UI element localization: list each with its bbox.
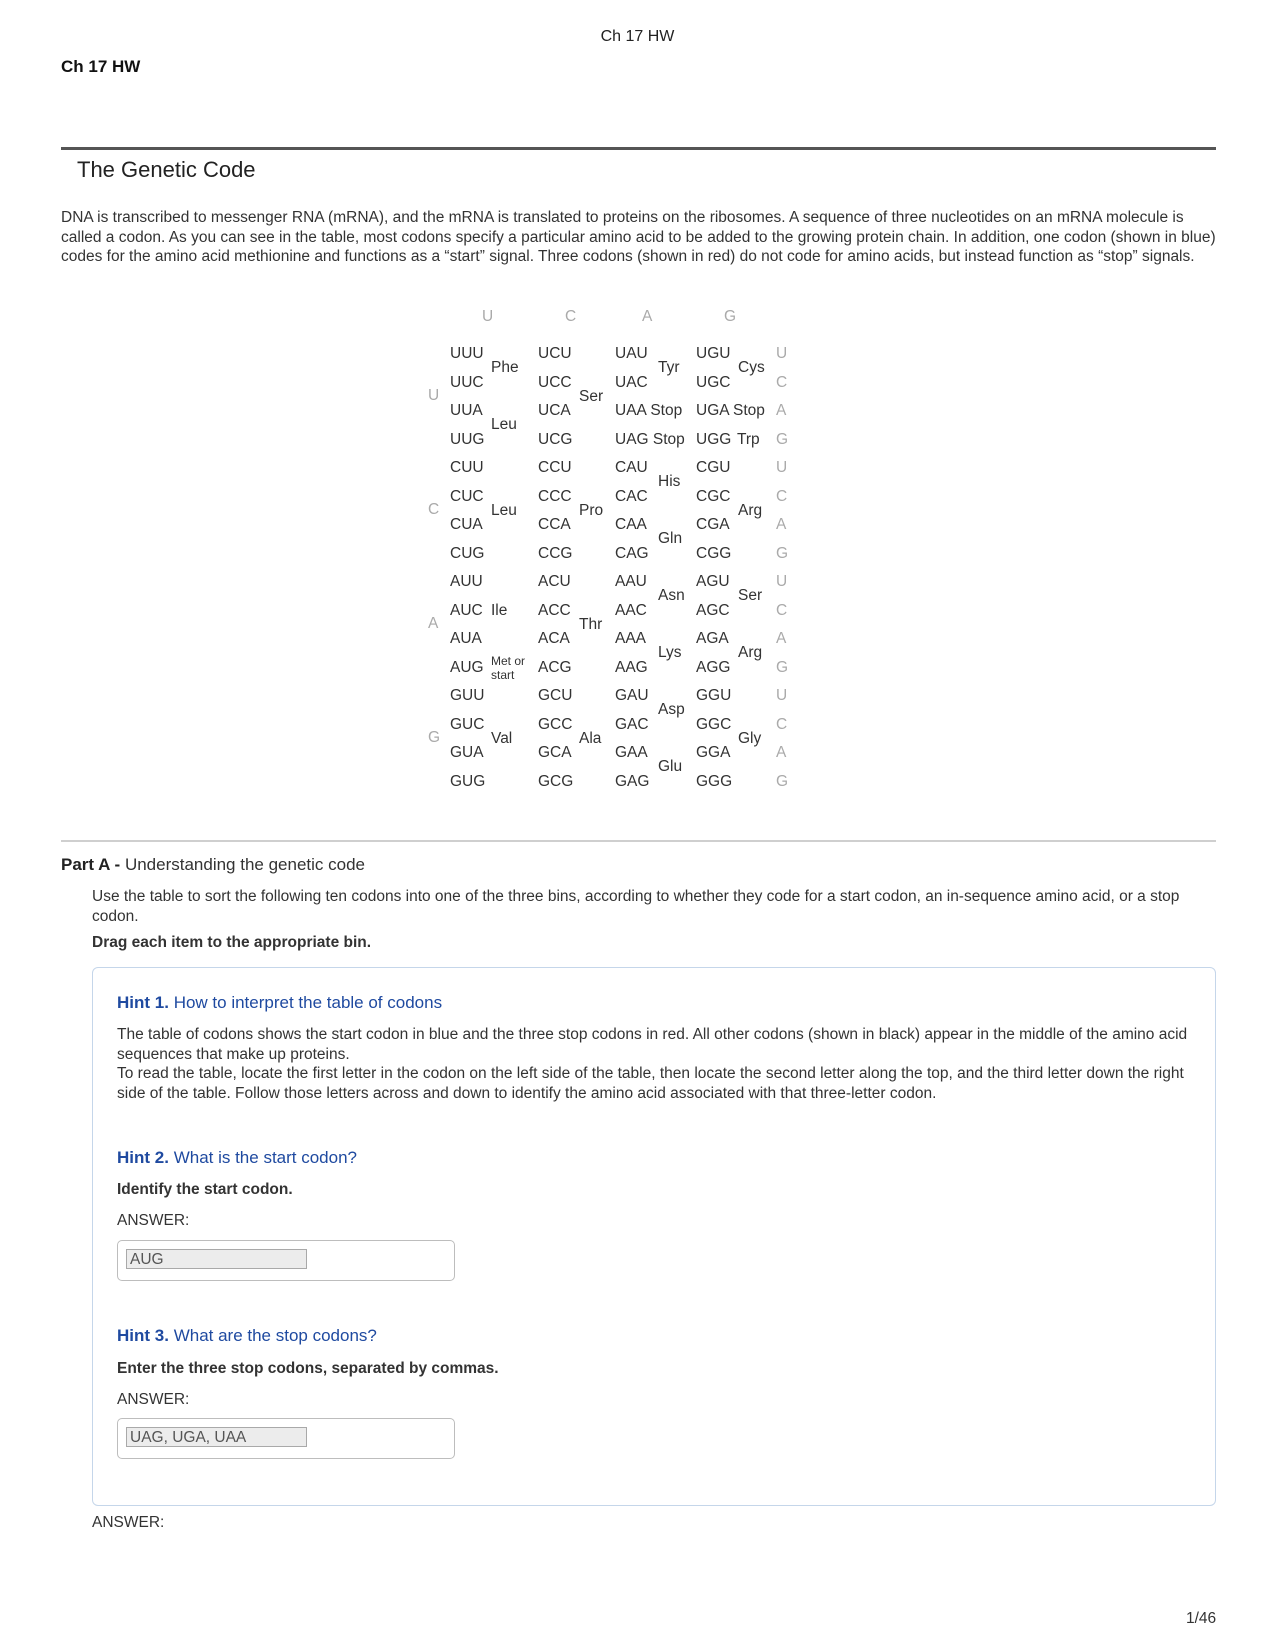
codon-cell: CCU [538, 459, 572, 476]
codon-cell: GAU [615, 687, 649, 704]
codon-cell: CGA [696, 516, 730, 533]
amino-acid-label: Gln [658, 530, 683, 548]
amino-acid-label: Phe [491, 359, 519, 377]
codon-cell: ACA [538, 630, 570, 647]
codon-cell: AUU [450, 573, 483, 590]
codon-cell: CCG [538, 544, 573, 562]
amino-acid-label: Pro [579, 501, 604, 519]
amino-acid-label: Trp [737, 430, 760, 448]
third-letter-label: G [776, 658, 789, 676]
codon-cell: UCG [538, 430, 573, 448]
codon-cell: GUC [450, 715, 485, 733]
second-letter-header: U [482, 308, 494, 325]
codon-cell: AAG [615, 658, 648, 676]
codon-cell: UUU [450, 345, 484, 362]
first-letter-label: C [428, 501, 440, 518]
codon-cell: UCA [538, 402, 571, 419]
codon-cell: GGC [696, 715, 732, 733]
codon-cell: CGC [696, 487, 731, 505]
third-letter-label: U [776, 687, 788, 704]
codon-cell: UGC [696, 373, 731, 391]
codon-cell: AAC [615, 601, 647, 619]
third-letter-label: U [776, 345, 788, 362]
part-a-title [61, 855, 365, 875]
running-header: Ch 17 HW [600, 28, 675, 45]
third-letter-label: C [776, 373, 788, 391]
amino-acid-label: Asp [658, 701, 685, 719]
amino-acid-label: Val [491, 729, 513, 747]
amino-acid-label: Glu [658, 758, 683, 776]
amino-acid-label: Leu [491, 416, 517, 434]
third-letter-label: A [776, 744, 787, 761]
codon-cell: GCU [538, 687, 573, 704]
third-letter-label: A [776, 516, 787, 533]
third-letter-label: A [776, 402, 787, 419]
codon-cell: AGA [696, 630, 729, 647]
hint-2-answer-box [117, 1240, 455, 1281]
amino-acid-label: His [658, 473, 681, 491]
third-letter-label: G [776, 544, 789, 562]
codon-cell: AGU [696, 573, 730, 590]
second-letter-header: A [642, 308, 653, 325]
second-letter-header: C [565, 308, 577, 325]
codon-cell: AUC [450, 601, 483, 619]
drag-instruction: Drag each item to the appropriate bin. [92, 934, 372, 951]
codon-cell: CUC [450, 487, 484, 505]
codon-cell: CUU [450, 459, 484, 476]
codon-cell: GCC [538, 715, 573, 733]
codon-cell: AAU [615, 573, 647, 590]
codon-cell: AUG [450, 658, 484, 676]
start-codon-answer-field[interactable]: AUG [126, 1249, 307, 1269]
codon-cell: CAA [615, 516, 647, 533]
codon-cell: GCG [538, 772, 574, 790]
second-letter-header: G [724, 308, 737, 325]
codon-cell: UAA Stop [615, 402, 683, 419]
page-number: 1/46 [1186, 1610, 1217, 1627]
third-letter-label: U [776, 459, 788, 476]
amino-acid-label: Cys [738, 359, 765, 377]
codon-cell: UAC [615, 373, 648, 391]
codon-cell: UAG Stop [615, 430, 685, 448]
codon-cell: CGG [696, 544, 732, 562]
amino-acid-label: Gly [738, 729, 762, 747]
third-letter-label: G [776, 772, 789, 790]
codon-cell: CAG [615, 544, 649, 562]
section-divider [61, 147, 1216, 150]
codon-cell: UGU [696, 345, 731, 362]
first-letter-label: A [428, 615, 439, 632]
amino-acid-label: Ser [579, 387, 604, 405]
codon-cell: UAU [615, 345, 648, 362]
codon-cell: AGG [696, 658, 731, 676]
hint-1-paragraph: The table of codons shows the start codon in blue and the three stop codons in red. All other codons (shown in black) appear in the middle of the amino acid sequences that make up proteins. [117, 1026, 1188, 1063]
codon-cell: UUG [450, 430, 485, 448]
hint-3-number: Hint 3. [117, 1326, 169, 1345]
section-title: The Genetic Code [77, 157, 256, 182]
codon-cell: CGU [696, 459, 731, 476]
amino-acid-label: Tyr [658, 359, 680, 377]
third-letter-label: C [776, 487, 788, 505]
codon-cell: GGG [696, 772, 733, 790]
part-a-name: Understanding the genetic code [124, 855, 365, 874]
codon-cell: ACU [538, 573, 571, 590]
codon-cell: CAC [615, 487, 648, 505]
hint-3-answer-box [117, 1418, 455, 1459]
third-letter-label: A [776, 630, 787, 647]
part-a-instructions: Use the table to sort the following ten codons into one of the three bins, according to whether they code for a start codon, an in-sequence amino acid, or a stop codon. [92, 888, 1180, 925]
hint-3-answer-label: ANSWER: [117, 1391, 190, 1408]
codon-cell: GCA [538, 744, 572, 761]
codon-cell: ACG [538, 658, 572, 676]
codon-cell: UCC [538, 373, 572, 391]
codon-cell: GAA [615, 744, 648, 761]
part-a-answer-label: ANSWER: [92, 1514, 165, 1531]
codon-cell: CCC [538, 487, 572, 505]
hint-3-title[interactable] [117, 1326, 377, 1346]
third-letter-label: C [776, 601, 788, 619]
amino-acid-label: Ser [738, 587, 763, 605]
part-a-label: Part A - [61, 855, 121, 874]
codon-cell: UUC [450, 373, 484, 391]
hint-2-number: Hint 2. [117, 1148, 169, 1167]
codon-cell: GUG [450, 772, 486, 790]
amino-acid-label: Thr [579, 615, 603, 633]
codon-cell: AAA [615, 630, 647, 647]
codon-cell: AUA [450, 630, 482, 647]
amino-acid-label: Ile [491, 601, 508, 619]
third-letter-label: U [776, 573, 788, 590]
first-letter-label: G [428, 729, 441, 746]
first-letter-label: U [428, 387, 440, 404]
codon-cell: GGU [696, 687, 732, 704]
amino-acid-label: Leu [491, 501, 517, 519]
amino-acid-label: Lys [658, 644, 682, 662]
hint-3-instruction: Enter the three stop codons, separated by commas. [117, 1360, 499, 1377]
hint-1-label: How to interpret the table of codons [173, 993, 443, 1012]
amino-acid-label: Arg [738, 501, 763, 519]
hint-1-title[interactable] [117, 993, 442, 1013]
codon-cell: UUA [450, 402, 483, 419]
codon-cell: ACC [538, 601, 571, 619]
hint-2-instruction: Identify the start codon. [117, 1181, 293, 1198]
amino-acid-label: Asn [658, 587, 685, 605]
stop-codons-answer-field[interactable]: UAG, UGA, UAA [126, 1427, 307, 1447]
codon-cell: CAU [615, 459, 648, 476]
codon-cell: GAG [615, 772, 650, 790]
hint-2-label: What is the start codon? [173, 1148, 358, 1167]
codon-cell: GUA [450, 744, 484, 761]
hint-2-title[interactable] [117, 1148, 357, 1168]
codon-table [428, 300, 840, 820]
third-letter-label: G [776, 430, 789, 448]
codon-cell: CUA [450, 516, 483, 533]
codon-cell: UGG [696, 430, 732, 448]
hint-1-body [117, 1025, 1192, 1103]
hint-1-number: Hint 1. [117, 993, 169, 1012]
intro-paragraph: DNA is transcribed to messenger RNA (mRNA), and the mRNA is translated to proteins on the ribosomes. A sequence of three nucleotides on an mRNA molecule is called a codon. As you can see in the table, most codons specify a particular amino acid to be added to the growing protein chain. In addition, one codon (shown in blue) codes for the amino acid methionine and functions as a “start” signal. Three codons (shown in red) do not code for amino acids, but instead function as “stop” signals. [61, 209, 1216, 265]
codon-cell: CUG [450, 544, 485, 562]
amino-acid-label: Arg [738, 644, 763, 662]
codon-cell: CCA [538, 516, 571, 533]
part-divider [61, 840, 1216, 842]
hint-3-label: What are the stop codons? [173, 1326, 377, 1345]
hint-1-paragraph: To read the table, locate the first letter in the codon on the left side of the table, then locate the second letter along the top, and the third letter down the right side of the table. Follow those letters across and down to identify the amino acid associated with that three-letter codon. [117, 1065, 1184, 1102]
document-title: Ch 17 HW [61, 57, 141, 76]
codon-cell: AGC [696, 601, 730, 619]
amino-acid-label: Ala [579, 729, 602, 747]
codon-cell: UGA Stop [696, 402, 765, 419]
codon-cell: GGA [696, 744, 731, 761]
third-letter-label: C [776, 715, 788, 733]
amino-acid-label: Met or start [491, 653, 526, 682]
codon-cell: GUU [450, 687, 485, 704]
codon-cell: GAC [615, 715, 649, 733]
codon-cell: UCU [538, 345, 572, 362]
hint-2-answer-label: ANSWER: [117, 1212, 190, 1229]
